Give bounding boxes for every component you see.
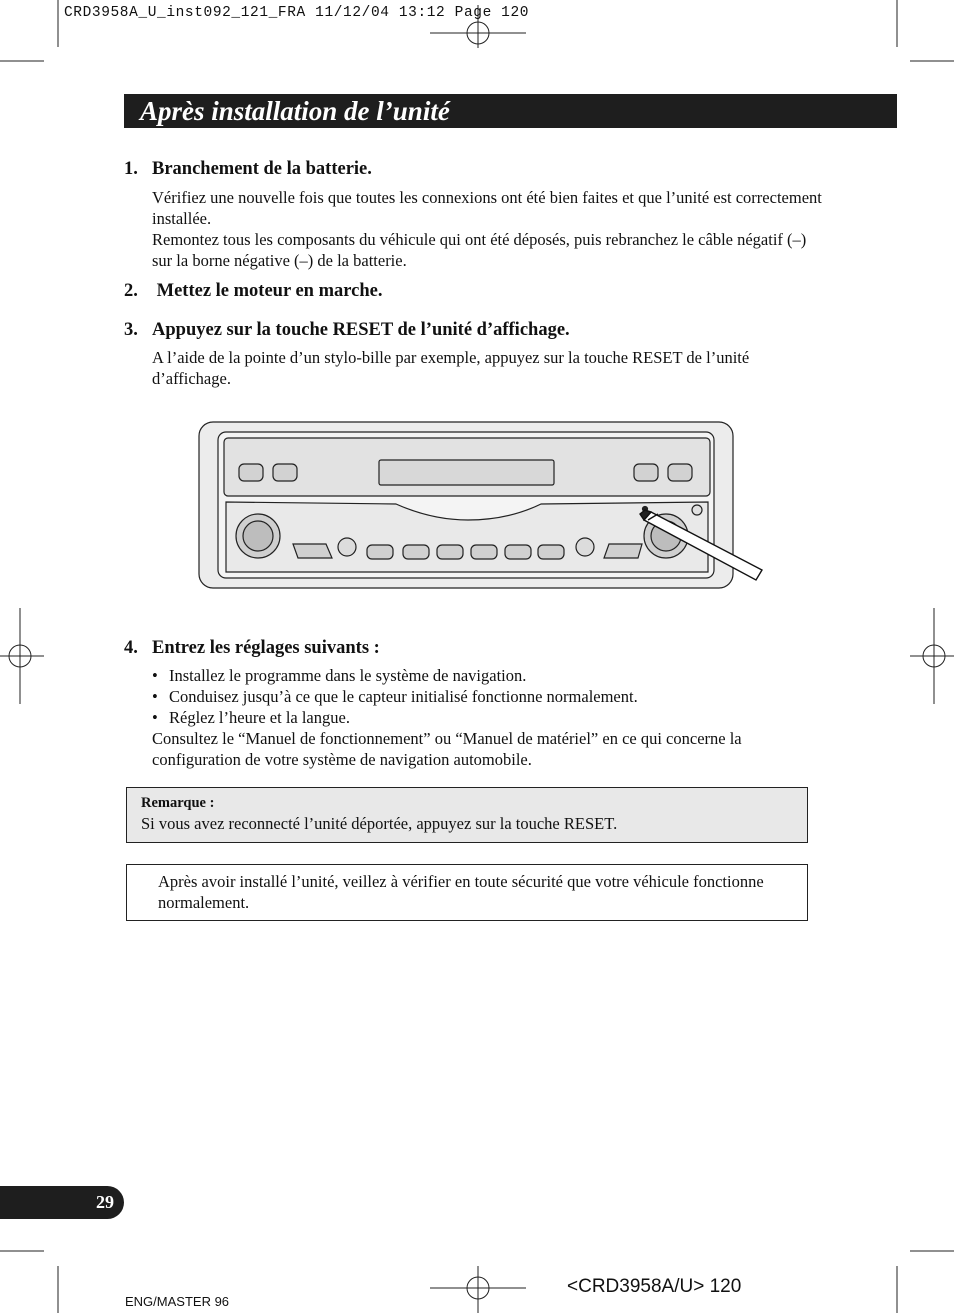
step-3-heading — [124, 320, 570, 341]
step-number: 2. — [124, 281, 138, 301]
step-title: Branchement de la batterie. — [152, 159, 372, 179]
head-unit-with-pen-icon — [196, 420, 768, 592]
paragraph: Remontez tous les composants du véhicule qui ont été déposés, puis rebranchez le câble négatif (–) sur la borne négative (–) de la batterie. — [152, 230, 807, 270]
step-title: Mettez le moteur en marche. — [152, 281, 383, 301]
step-number: 4. — [124, 638, 138, 658]
bullet-icon: • — [152, 666, 158, 685]
note-box — [126, 787, 808, 843]
section-title-bar — [124, 94, 897, 128]
note-label: Remarque : — [141, 795, 215, 811]
warning-box — [126, 864, 808, 921]
bullet-icon: • — [152, 708, 158, 727]
step-1-heading — [124, 159, 372, 180]
step-number: 1. — [124, 159, 138, 179]
paragraph: Consultez le “Manuel de fonctionnement” ou “Manuel de matériel” en ce qui concerne la configuration de votre système de navigation automobile. — [152, 729, 742, 769]
list-item: • Conduisez jusqu’à ce que le capteur initialisé fonctionne normalement. — [152, 687, 638, 706]
page-number-tab — [0, 1186, 124, 1219]
step-2-heading — [124, 281, 382, 302]
list-item: • Réglez l’heure et la langue. — [152, 708, 350, 727]
paragraph: Vérifiez une nouvelle fois que toutes les connexions ont été bien faites et que l’unité est correctement installée. — [152, 188, 822, 228]
note-text: Si vous avez reconnecté l’unité déportée, appuyez sur la touche RESET. — [141, 814, 618, 833]
footer-doc-code: <CRD3958A/U> 120 — [567, 1276, 742, 1297]
bullet-icon: • — [152, 687, 158, 706]
step-title: Entrez les réglages suivants : — [152, 638, 380, 658]
paragraph: A l’aide de la pointe d’un stylo-bille par exemple, appuyez sur la touche RESET de l’unité d’affichage. — [152, 348, 750, 388]
warning-text: Après avoir installé l’unité, veillez à vérifier en toute sécurité que votre véhicule fonctionne normalement. — [158, 872, 764, 912]
section-title: Après installation de l’unité — [140, 96, 450, 126]
footer-master: ENG/MASTER 96 — [125, 1294, 230, 1309]
step-4-heading — [124, 638, 380, 659]
step-number: 3. — [124, 320, 138, 340]
page-number: 29 — [96, 1192, 114, 1212]
list-item: • Installez le programme dans le système de navigation. — [152, 666, 527, 685]
step-title: Appuyez sur la touche RESET de l’unité d’affichage. — [152, 320, 570, 340]
print-slug: CRD3958A_U_inst092_121_FRA 11/12/04 13:12 Page 120 — [64, 5, 530, 21]
step-4-body — [152, 665, 822, 770]
step-3-body — [152, 347, 822, 389]
step-1-body — [152, 187, 822, 271]
